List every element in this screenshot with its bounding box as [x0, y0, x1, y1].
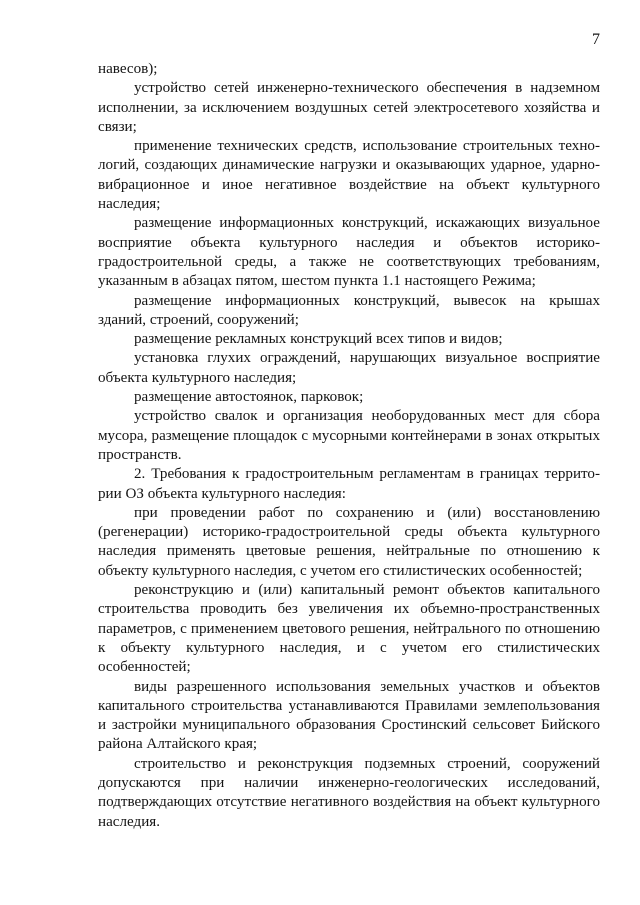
document-body: [98, 60, 600, 832]
page-number: 7: [592, 31, 600, 48]
paragraph: применение технических средств, использование строительных технологий, создающих динамические нагрузки и оказывающих ударное, ударно-вибрационное и иное негативное воздействие на объект культурного наследия;: [98, 138, 600, 213]
paragraph-continuation: навесов);: [98, 61, 158, 77]
paragraph: размещение информационных конструкций, искажающих визуальное восприятие объекта культурного наследия и объектов историко-градостроительной среды, а также не соответствующих требованиям, указанным в абзацах пятом, шестом пункта 1.1 настоящего Режима;: [98, 215, 600, 290]
paragraph: строительство и реконструкция подземных строений, сооружений допускаются при наличии инженерно-геологических исследований, подтверждающих отсутствие негативного воздействия на объект культурного наследия.: [98, 755, 600, 830]
section-heading-paragraph: 2. Требования к градостроительным регламентам в границах территории ОЗ объекта культурного наследия:: [98, 466, 600, 502]
paragraph: устройство сетей инженерно-технического обеспечения в надземном исполнении, за исключением воздушных сетей электросетевого хозяйства и связи;: [98, 80, 600, 135]
paragraph: размещение информационных конструкций, вывесок на крышах зданий, строений, сооружений;: [98, 292, 600, 328]
paragraph: при проведении работ по сохранению и (или) восстановлению (регенерации) историко-градостроительной среды объекта культурного наследия применять цветовые решения, нейтральные по отношению к объекту культурного наследия, с учетом его стилистических особенностей;: [98, 504, 600, 579]
paragraph: установка глухих ограждений, нарушающих визуальное восприятие объекта культурного наследия;: [98, 350, 600, 386]
paragraph: размещение рекламных конструкций всех типов и видов;: [134, 331, 503, 348]
paragraph: устройство свалок и организация необорудованных мест для сбора мусора, размещение площадок с мусорными контейнерами в зонах открытых пространств.: [98, 408, 600, 463]
paragraph: размещение автостоянок, парковок;: [134, 389, 364, 406]
paragraph: виды разрешенного использования земельных участков и объектов капитального строительства устанавливаются Правилами землепользования и застройки муниципального образования Сростинский сельсовет Бийского района Алтайского края;: [98, 678, 600, 753]
paragraph: реконструкцию и (или) капитальный ремонт объектов капитального строительства проводить без увеличения их объемно-пространственных параметров, с применением цветового решения, нейтрального по отношению к объекту культурного наследия, и с учетом его стилистических особенностей;: [98, 582, 600, 676]
